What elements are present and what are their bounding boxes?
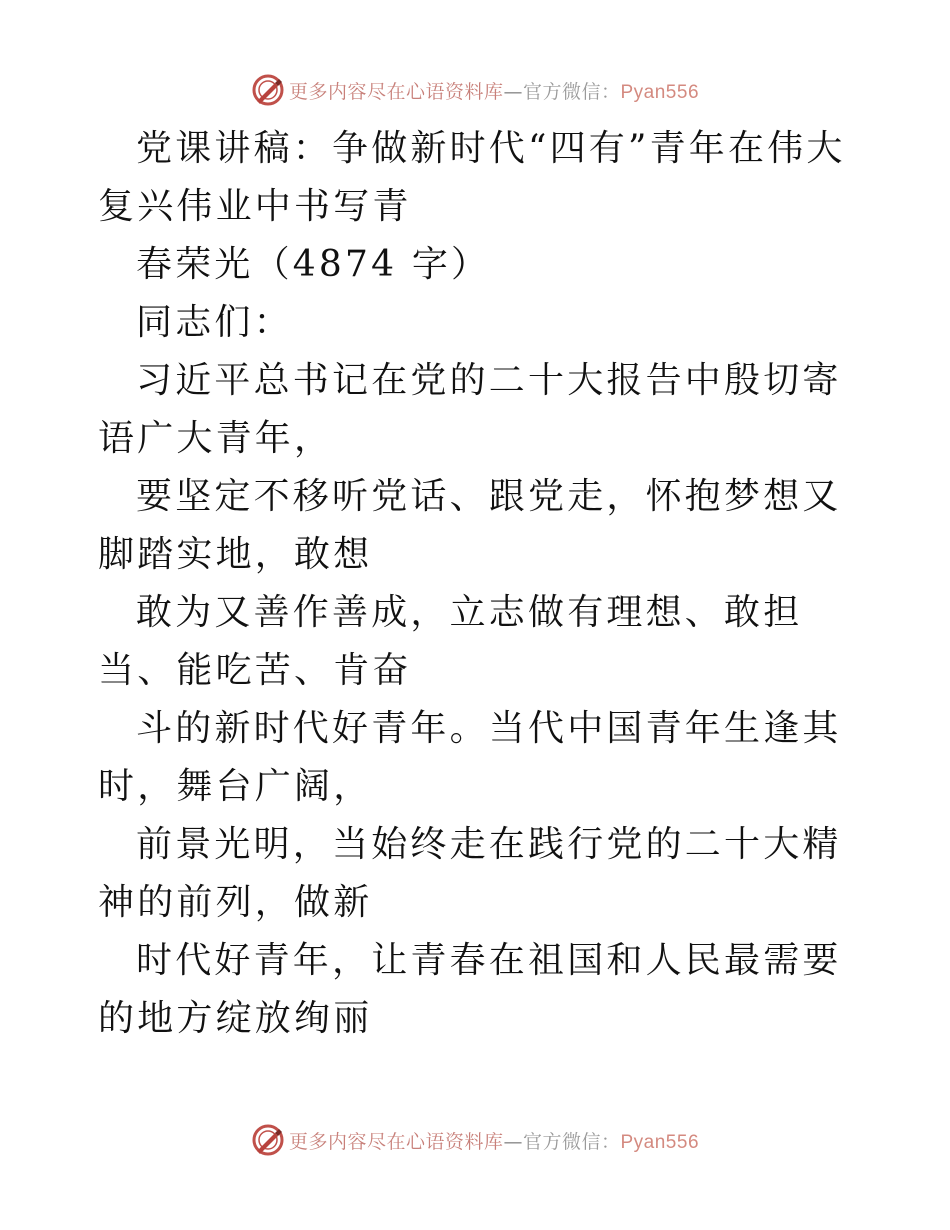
body-line: 时代好青年，让青春在祖国和人民最需要的地方绽放绚丽 [98, 940, 842, 1039]
body-line: 要坚定不移听党话、跟党走，怀抱梦想又脚踏实地，敢想 [98, 476, 842, 575]
body-line: 前景光明，当始终走在践行党的二十大精神的前列，做新 [98, 824, 842, 923]
pen-circle-logo-icon [251, 73, 285, 107]
header-watermark [0, 70, 950, 110]
body-line: 习近平总书记在党的二十大报告中殷切寄语广大青年， [98, 360, 842, 459]
watermark-separator: — [503, 1130, 523, 1153]
salutation: 同志们： [136, 302, 293, 343]
document-title-line-2: 春荣光（4874 字） [136, 244, 491, 285]
watermark-wechat-label: 官方微信： [522, 80, 621, 103]
document-title-line-1: 党课讲稿：争做新时代“四有”青年在伟大复兴伟业中书写青 [98, 128, 846, 227]
watermark-site-text: 更多内容尽在心语资料库 [288, 1130, 504, 1153]
body-line: 敢为又善作善成，立志做有理想、敢担当、能吃苦、肯奋 [98, 592, 803, 691]
watermark-wechat-id: Pyan556 [620, 1131, 700, 1153]
body-line: 斗的新时代好青年。当代中国青年生逢其时，舞台广阔， [98, 708, 842, 807]
footer-watermark [0, 1120, 950, 1160]
watermark-wechat-id: Pyan556 [620, 81, 700, 103]
watermark-wechat-label: 官方微信： [522, 1130, 621, 1153]
watermark-text [289, 1127, 699, 1154]
watermark-separator: — [503, 80, 523, 103]
pen-circle-logo-icon [251, 1123, 285, 1157]
watermark-text [289, 77, 699, 104]
watermark-site-text: 更多内容尽在心语资料库 [288, 80, 504, 103]
document-body [98, 120, 854, 1048]
